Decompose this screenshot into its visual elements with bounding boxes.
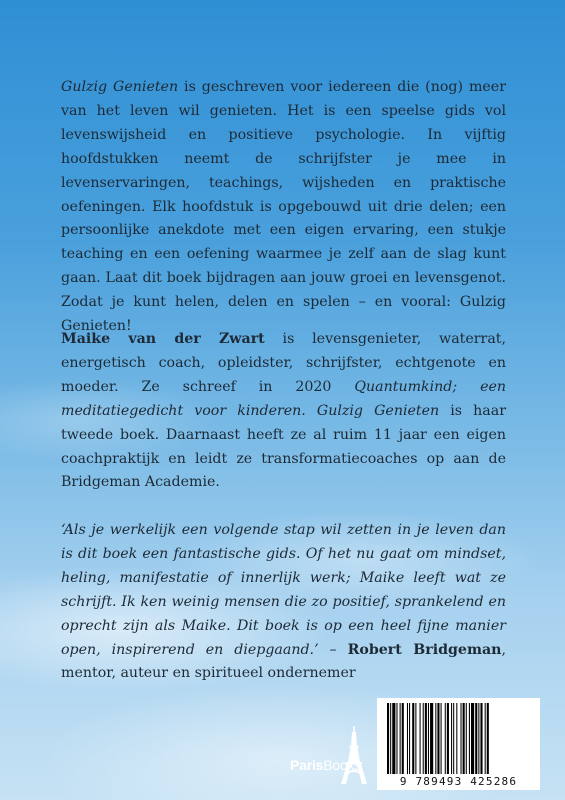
barcode-bar [437,703,439,774]
barcode-bar [456,703,457,774]
barcode-bar [387,703,389,774]
barcode-bar [461,703,462,774]
barcode-bar [407,703,408,774]
barcode-bar [447,703,449,774]
barcode-bar [480,703,482,774]
barcode-bar [420,703,421,774]
barcode-bar [453,703,454,774]
barcode-bar [463,703,465,774]
barcode-bar [466,703,467,774]
barcode-bar [415,703,416,774]
barcode-bar [487,703,489,774]
barcode-bar [400,703,401,774]
barcode-bar [392,703,395,774]
endorsement-dash: – [318,641,348,658]
description-text: is geschreven voor iedereen die (nog) meer van het leven wil genieten. Het is een speelse gids vol levenswijsheid en positieve psychologie. In vijftig hoofdstukken neemt de schrijfster je mee in levenservaringen, teachings, wijsheden en praktische oefeningen. Elk hoofdstuk is opgebouwd uit drie delen; een persoonlijke anekdote met een eigen ervaring, een stukje teaching en een oefening waarmee je zelf aan de slag kunt gaan. Laat dit boek bijdragen aan jouw groei en levensgenot. Zodat je kunt helen, delen en spelen – en vooral: Gulzig Genieten! [61,79,506,335]
barcode-bar [469,703,470,774]
author-bio-paragraph [61,328,506,495]
eiffel-tower-icon [339,726,369,784]
barcode-bar [430,703,433,774]
barcode-bar [441,703,442,774]
barcode-bar [409,703,410,774]
author-name: Maike van der Zwart [61,331,265,347]
publisher-name-bold: Paris [290,757,324,773]
barcode-bar [435,703,436,774]
previous-book-title: Quantumkind; een meditatiegedicht voor kinderen. Gulzig Genieten [61,378,507,419]
barcode-bar [445,703,446,774]
barcode-bar [423,703,424,774]
barcode-bar [475,703,477,774]
isbn-number: 9 789493 425286 [377,774,540,790]
barcode-bar [451,703,452,774]
barcode-bar [412,703,414,774]
barcode-bar [396,703,397,774]
endorser-name: Robert Bridgeman [347,641,502,658]
book-title: Gulzig Genieten [61,79,179,95]
endorsement-quote: ‘Als je werkelijk een volgende stap wil zetten in je leven dan is dit boek een fantastische gids. Of het nu gaat om mindset, heling, manifestatie of innerlijk werk; Maike leeft wat ze schrijft. Ik ken weinig mensen die zo positief, sprankelend en oprecht zijn als Maike. Dit boek is op een heel fijne manier open, inspirerend en diepgaand.’ [61,522,506,658]
barcode-bar [471,703,474,774]
endorser-role: , mentor, auteur en spiritueel ondernemer [61,641,506,682]
barcode-bar [485,703,486,774]
author-bio-text-a: is levensgenieter, waterrat, energetisch coach, opleidster, schrijfster, echtgenote en moeder. Ze schreef in 2020 [61,331,506,395]
publisher-name-rest: Books [323,757,362,773]
barcode-bar [478,703,479,774]
barcode-bar [428,703,429,774]
author-bio-text-b: is haar tweede boek. Daarnaast heeft ze al ruim 11 jaar een eigen coachpraktijk en leidt ze transformatiecoaches op aan de Bridgeman Academie. [61,402,506,491]
barcode-bar [390,703,391,774]
endorsement-paragraph [61,519,506,686]
publisher-logo [290,757,361,773]
description-paragraph [61,76,506,339]
barcode-bar [402,703,404,774]
barcode-bar [425,703,427,774]
barcode [377,698,540,778]
barcode-bars [383,703,534,774]
